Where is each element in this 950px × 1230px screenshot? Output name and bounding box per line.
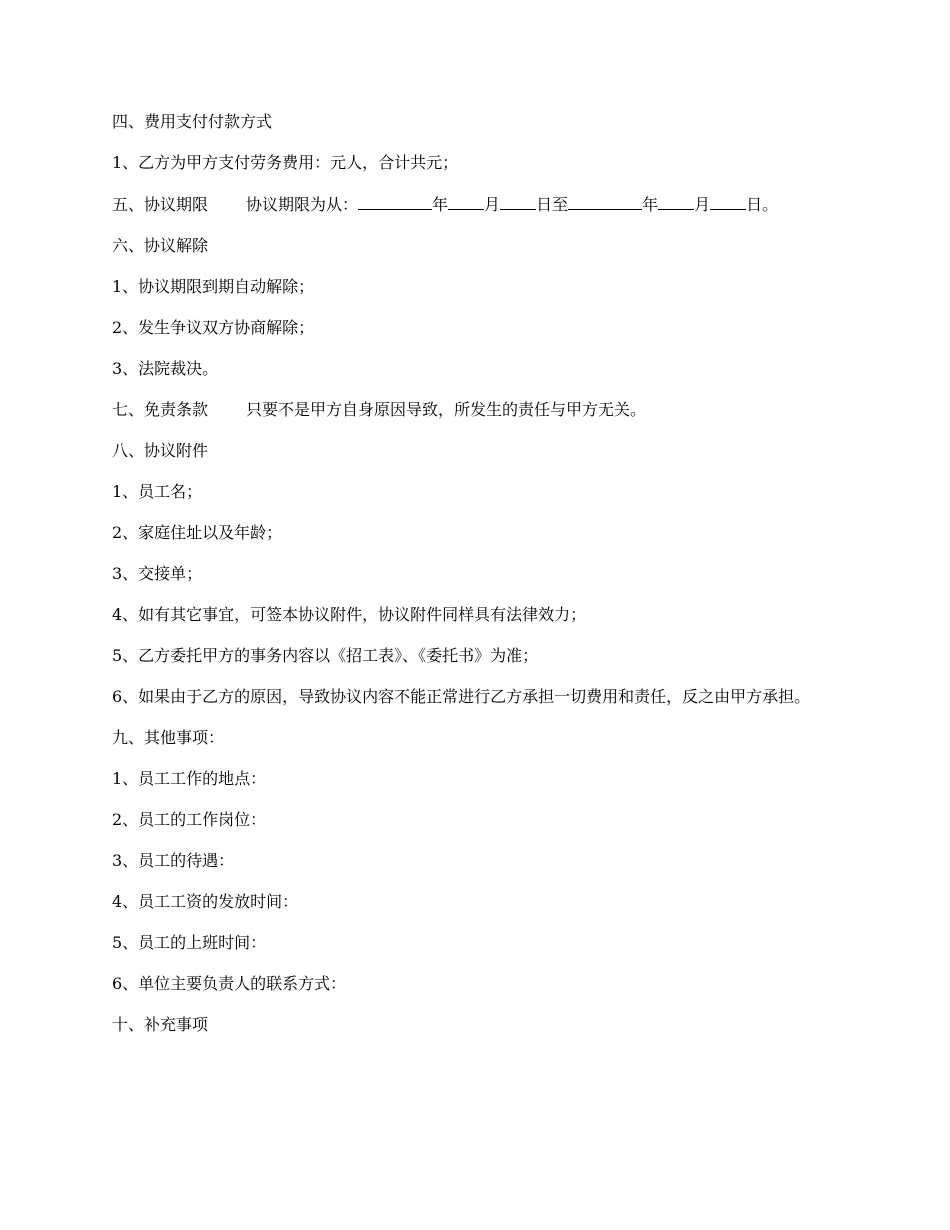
month-label: 月 bbox=[694, 195, 711, 214]
list-item: 1、员工名； bbox=[112, 482, 203, 501]
section-5-prefix: 协议期限为从： bbox=[246, 195, 359, 214]
day-end-label: 日。 bbox=[746, 195, 779, 214]
list-item: 5、员工的上班时间： bbox=[112, 933, 267, 952]
section-9-title: 九、其他事项： bbox=[112, 728, 225, 747]
list-item: 4、员工工资的发放时间： bbox=[112, 892, 299, 911]
list-item: 4、如有其它事宜，可签本协议附件，协议附件同样具有法律效力； bbox=[112, 605, 587, 624]
section-7-line bbox=[112, 400, 832, 420]
end-day-blank[interactable] bbox=[710, 194, 746, 210]
list-item: 3、交接单； bbox=[112, 564, 203, 583]
list-item: 1、协议期限到期自动解除； bbox=[112, 277, 315, 296]
section-5-title: 五、协议期限 bbox=[112, 195, 209, 214]
list-item: 1、员工工作的地点： bbox=[112, 769, 267, 788]
list-item: 2、家庭住址以及年龄； bbox=[112, 523, 283, 542]
list-item: 2、员工的工作岗位： bbox=[112, 810, 267, 829]
start-day-blank[interactable] bbox=[500, 194, 536, 210]
section-7-text: 只要不是甲方自身原因导致，所发生的责任与甲方无关。 bbox=[246, 400, 647, 419]
document-page bbox=[112, 112, 832, 1056]
section-8-title: 八、协议附件 bbox=[112, 441, 209, 460]
list-item: 2、发生争议双方协商解除； bbox=[112, 318, 315, 337]
section-10-title: 十、补充事项 bbox=[112, 1015, 209, 1034]
list-item: 5、乙方委托甲方的事务内容以《招工表》、《委托书》为准； bbox=[112, 646, 539, 665]
start-month-blank[interactable] bbox=[448, 194, 484, 210]
end-month-blank[interactable] bbox=[658, 194, 694, 210]
month-label: 月 bbox=[484, 195, 501, 214]
year-label: 年 bbox=[642, 195, 659, 214]
day-to-label: 日至 bbox=[536, 195, 569, 214]
start-year-blank[interactable] bbox=[358, 194, 432, 210]
section-4-item-1: 1、乙方为甲方支付劳务费用：元人，合计共元； bbox=[112, 153, 459, 172]
section-6-title: 六、协议解除 bbox=[112, 236, 209, 255]
list-item: 6、单位主要负责人的联系方式： bbox=[112, 974, 347, 993]
end-year-blank[interactable] bbox=[568, 194, 642, 210]
section-7-title: 七、免责条款 bbox=[112, 400, 209, 419]
list-item: 3、法院裁决。 bbox=[112, 359, 219, 378]
list-item: 6、如果由于乙方的原因，导致协议内容不能正常进行乙方承担一切费用和责任，反之由甲方承担。 bbox=[112, 687, 811, 706]
section-4-title: 四、费用支付付款方式 bbox=[112, 112, 273, 131]
list-item: 3、员工的待遇： bbox=[112, 851, 235, 870]
section-5-line bbox=[112, 194, 832, 215]
year-label: 年 bbox=[432, 195, 449, 214]
